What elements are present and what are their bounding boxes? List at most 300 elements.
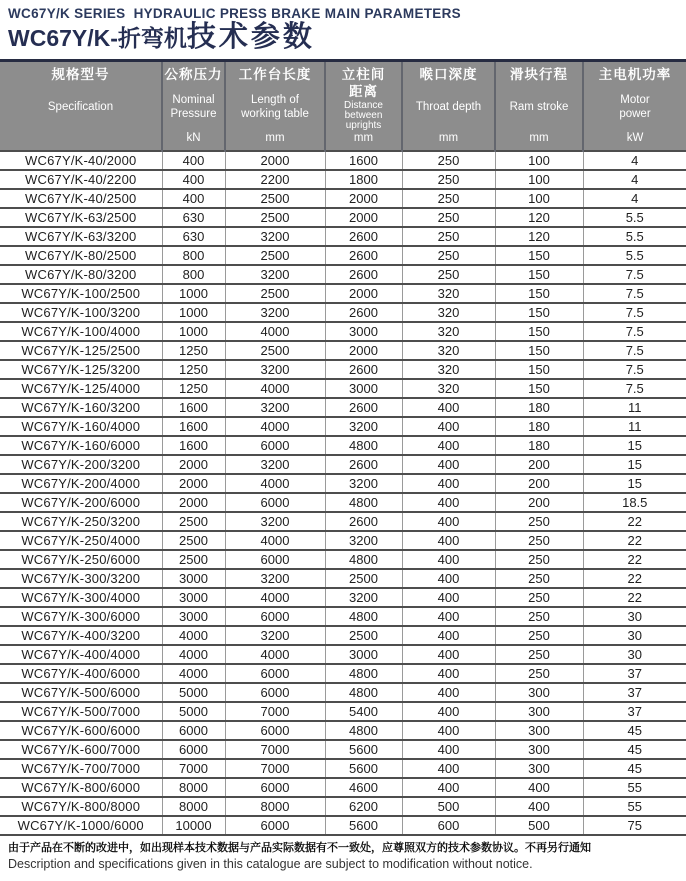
parameters-table-header bbox=[0, 60, 686, 151]
value-cell: 5400 bbox=[325, 702, 402, 721]
value-cell: 320 bbox=[402, 303, 495, 322]
value-cell: 45 bbox=[583, 759, 686, 778]
value-cell: 400 bbox=[402, 569, 495, 588]
value-cell: 6000 bbox=[225, 607, 325, 626]
value-cell: 6000 bbox=[162, 740, 225, 759]
value-cell: 2500 bbox=[162, 512, 225, 531]
value-cell: 1000 bbox=[162, 322, 225, 341]
value-cell: 3200 bbox=[225, 360, 325, 379]
value-cell: 3000 bbox=[162, 607, 225, 626]
table-row bbox=[0, 303, 686, 322]
value-cell: 7000 bbox=[225, 759, 325, 778]
value-cell: 22 bbox=[583, 531, 686, 550]
table-row bbox=[0, 778, 686, 797]
value-cell: 150 bbox=[495, 246, 583, 265]
value-cell: 800 bbox=[162, 246, 225, 265]
value-cell: 100 bbox=[495, 170, 583, 189]
table-row bbox=[0, 379, 686, 398]
value-cell: 400 bbox=[402, 702, 495, 721]
value-cell: 5.5 bbox=[583, 246, 686, 265]
value-cell: 7.5 bbox=[583, 284, 686, 303]
value-cell: 5.5 bbox=[583, 208, 686, 227]
spec-cell: WC67Y/K-800/8000 bbox=[0, 797, 162, 816]
spec-cell: WC67Y/K-300/3200 bbox=[0, 569, 162, 588]
value-cell: 250 bbox=[402, 265, 495, 284]
spec-cell: WC67Y/K-800/6000 bbox=[0, 778, 162, 797]
value-cell: 3200 bbox=[225, 398, 325, 417]
value-cell: 400 bbox=[402, 550, 495, 569]
spec-cell: WC67Y/K-500/7000 bbox=[0, 702, 162, 721]
spec-cell: WC67Y/K-40/2000 bbox=[0, 151, 162, 170]
value-cell: 2500 bbox=[162, 531, 225, 550]
value-cell: 4600 bbox=[325, 778, 402, 797]
value-cell: 7000 bbox=[162, 759, 225, 778]
value-cell: 4 bbox=[583, 170, 686, 189]
series-title-cn bbox=[0, 21, 686, 59]
spec-cell: WC67Y/K-100/2500 bbox=[0, 284, 162, 303]
table-row bbox=[0, 664, 686, 683]
value-cell: 2500 bbox=[225, 341, 325, 360]
value-cell: 6000 bbox=[225, 436, 325, 455]
table-row bbox=[0, 455, 686, 474]
value-cell: 37 bbox=[583, 683, 686, 702]
value-cell: 400 bbox=[402, 778, 495, 797]
spec-cell: WC67Y/K-160/6000 bbox=[0, 436, 162, 455]
value-cell: 250 bbox=[495, 512, 583, 531]
table-row bbox=[0, 588, 686, 607]
column-header-en: Ram stroke bbox=[509, 100, 569, 113]
value-cell: 250 bbox=[402, 208, 495, 227]
column-header-en: Distance between uprights bbox=[344, 99, 383, 132]
spec-cell: WC67Y/K-400/4000 bbox=[0, 645, 162, 664]
value-cell: 250 bbox=[402, 227, 495, 246]
value-cell: 400 bbox=[402, 398, 495, 417]
value-cell: 45 bbox=[583, 740, 686, 759]
value-cell: 7.5 bbox=[583, 265, 686, 284]
value-cell: 2500 bbox=[225, 189, 325, 208]
value-cell: 4000 bbox=[162, 645, 225, 664]
column-header bbox=[402, 60, 495, 151]
spec-cell: WC67Y/K-700/7000 bbox=[0, 759, 162, 778]
value-cell: 30 bbox=[583, 607, 686, 626]
value-cell: 400 bbox=[402, 474, 495, 493]
value-cell: 2000 bbox=[162, 455, 225, 474]
table-row bbox=[0, 569, 686, 588]
table-row bbox=[0, 417, 686, 436]
value-cell: 4800 bbox=[325, 664, 402, 683]
table-row bbox=[0, 626, 686, 645]
value-cell: 1250 bbox=[162, 341, 225, 360]
value-cell: 22 bbox=[583, 569, 686, 588]
spec-cell: WC67Y/K-100/4000 bbox=[0, 322, 162, 341]
value-cell: 400 bbox=[402, 531, 495, 550]
value-cell: 30 bbox=[583, 645, 686, 664]
value-cell: 22 bbox=[583, 550, 686, 569]
column-header bbox=[162, 60, 225, 151]
table-row bbox=[0, 645, 686, 664]
table-row bbox=[0, 151, 686, 170]
column-header-unit: mm bbox=[265, 131, 285, 144]
spec-cell: WC67Y/K-600/7000 bbox=[0, 740, 162, 759]
value-cell: 4000 bbox=[162, 626, 225, 645]
value-cell: 320 bbox=[402, 341, 495, 360]
table-row bbox=[0, 170, 686, 189]
value-cell: 7000 bbox=[225, 740, 325, 759]
spec-cell: WC67Y/K-400/3200 bbox=[0, 626, 162, 645]
value-cell: 2600 bbox=[325, 227, 402, 246]
column-header-en: Throat depth bbox=[415, 100, 482, 113]
value-cell: 2500 bbox=[325, 569, 402, 588]
value-cell: 4800 bbox=[325, 436, 402, 455]
value-cell: 8000 bbox=[225, 797, 325, 816]
footer-note-cn: 由于产品在不断的改进中，如出现样本技术数据与产品实际数据有不一致处，应尊照双方的技术参数协议。不再另行通知 bbox=[8, 841, 591, 854]
table-row bbox=[0, 360, 686, 379]
table-row bbox=[0, 474, 686, 493]
column-header bbox=[495, 60, 583, 151]
value-cell: 300 bbox=[495, 683, 583, 702]
value-cell: 200 bbox=[495, 455, 583, 474]
table-row bbox=[0, 550, 686, 569]
value-cell: 7.5 bbox=[583, 379, 686, 398]
value-cell: 4000 bbox=[225, 474, 325, 493]
value-cell: 2600 bbox=[325, 360, 402, 379]
value-cell: 2600 bbox=[325, 398, 402, 417]
table-row bbox=[0, 607, 686, 626]
value-cell: 1000 bbox=[162, 303, 225, 322]
spec-cell: WC67Y/K-63/2500 bbox=[0, 208, 162, 227]
value-cell: 400 bbox=[402, 455, 495, 474]
column-header-en: Motor power bbox=[619, 94, 651, 120]
value-cell: 150 bbox=[495, 379, 583, 398]
header-row bbox=[0, 60, 686, 151]
value-cell: 2000 bbox=[162, 493, 225, 512]
spec-cell: WC67Y/K-200/6000 bbox=[0, 493, 162, 512]
value-cell: 2500 bbox=[225, 246, 325, 265]
value-cell: 30 bbox=[583, 626, 686, 645]
value-cell: 250 bbox=[402, 246, 495, 265]
value-cell: 320 bbox=[402, 360, 495, 379]
value-cell: 3000 bbox=[325, 379, 402, 398]
spec-cell: WC67Y/K-250/3200 bbox=[0, 512, 162, 531]
spec-cell: WC67Y/K-100/3200 bbox=[0, 303, 162, 322]
table-row bbox=[0, 721, 686, 740]
parameters-table bbox=[0, 59, 686, 836]
value-cell: 250 bbox=[402, 170, 495, 189]
column-header-en: Length of working table bbox=[241, 94, 309, 120]
spec-cell: WC67Y/K-63/3200 bbox=[0, 227, 162, 246]
value-cell: 180 bbox=[495, 398, 583, 417]
value-cell: 2000 bbox=[162, 474, 225, 493]
value-cell: 4800 bbox=[325, 607, 402, 626]
value-cell: 10000 bbox=[162, 816, 225, 835]
value-cell: 2500 bbox=[325, 626, 402, 645]
value-cell: 400 bbox=[402, 740, 495, 759]
value-cell: 4800 bbox=[325, 493, 402, 512]
value-cell: 8000 bbox=[162, 778, 225, 797]
column-header-cn: 工作台长度 bbox=[238, 66, 312, 82]
value-cell: 300 bbox=[495, 721, 583, 740]
value-cell: 2600 bbox=[325, 265, 402, 284]
spec-cell: WC67Y/K-500/6000 bbox=[0, 683, 162, 702]
column-header-cn: 滑块行程 bbox=[510, 66, 568, 82]
value-cell: 2000 bbox=[325, 341, 402, 360]
value-cell: 4800 bbox=[325, 683, 402, 702]
value-cell: 2500 bbox=[162, 550, 225, 569]
value-cell: 250 bbox=[495, 569, 583, 588]
column-header bbox=[225, 60, 325, 151]
table-row bbox=[0, 208, 686, 227]
value-cell: 150 bbox=[495, 360, 583, 379]
spec-cell: WC67Y/K-250/6000 bbox=[0, 550, 162, 569]
value-cell: 6000 bbox=[162, 721, 225, 740]
value-cell: 400 bbox=[402, 645, 495, 664]
value-cell: 150 bbox=[495, 322, 583, 341]
column-header-en: Specification bbox=[47, 100, 114, 113]
value-cell: 6000 bbox=[225, 493, 325, 512]
value-cell: 120 bbox=[495, 208, 583, 227]
value-cell: 6000 bbox=[225, 816, 325, 835]
value-cell: 15 bbox=[583, 474, 686, 493]
value-cell: 2600 bbox=[325, 512, 402, 531]
value-cell: 3200 bbox=[325, 474, 402, 493]
value-cell: 18.5 bbox=[583, 493, 686, 512]
footer-note-en: Description and specifications given in this catalogue are subject to modification without notice. bbox=[8, 857, 533, 872]
spec-cell: WC67Y/K-300/4000 bbox=[0, 588, 162, 607]
value-cell: 4000 bbox=[225, 417, 325, 436]
value-cell: 400 bbox=[402, 436, 495, 455]
table-row bbox=[0, 398, 686, 417]
value-cell: 4 bbox=[583, 151, 686, 170]
table-row bbox=[0, 759, 686, 778]
value-cell: 400 bbox=[402, 721, 495, 740]
value-cell: 4000 bbox=[225, 588, 325, 607]
spec-cell: WC67Y/K-200/4000 bbox=[0, 474, 162, 493]
value-cell: 55 bbox=[583, 778, 686, 797]
spec-cell: WC67Y/K-80/3200 bbox=[0, 265, 162, 284]
value-cell: 800 bbox=[162, 265, 225, 284]
value-cell: 400 bbox=[402, 759, 495, 778]
value-cell: 600 bbox=[402, 816, 495, 835]
value-cell: 6000 bbox=[225, 664, 325, 683]
value-cell: 22 bbox=[583, 512, 686, 531]
column-header-unit: kN bbox=[186, 131, 201, 144]
column-header-unit: mm bbox=[438, 131, 459, 144]
value-cell: 2600 bbox=[325, 303, 402, 322]
value-cell: 5600 bbox=[325, 740, 402, 759]
spec-cell: WC67Y/K-80/2500 bbox=[0, 246, 162, 265]
value-cell: 1600 bbox=[162, 398, 225, 417]
series-model-text: WC67Y/K-折弯机 bbox=[8, 25, 187, 51]
column-header-cn: 立柱间 距离 bbox=[341, 66, 386, 99]
value-cell: 3200 bbox=[225, 265, 325, 284]
value-cell: 400 bbox=[402, 683, 495, 702]
table-row bbox=[0, 246, 686, 265]
value-cell: 1600 bbox=[162, 436, 225, 455]
value-cell: 100 bbox=[495, 189, 583, 208]
value-cell: 400 bbox=[402, 588, 495, 607]
value-cell: 320 bbox=[402, 379, 495, 398]
spec-cell: WC67Y/K-300/6000 bbox=[0, 607, 162, 626]
table-row bbox=[0, 284, 686, 303]
value-cell: 400 bbox=[495, 797, 583, 816]
table-row bbox=[0, 265, 686, 284]
column-header bbox=[583, 60, 686, 151]
value-cell: 7.5 bbox=[583, 341, 686, 360]
value-cell: 2200 bbox=[225, 170, 325, 189]
value-cell: 250 bbox=[495, 626, 583, 645]
value-cell: 15 bbox=[583, 436, 686, 455]
value-cell: 45 bbox=[583, 721, 686, 740]
value-cell: 4000 bbox=[225, 645, 325, 664]
value-cell: 150 bbox=[495, 303, 583, 322]
value-cell: 400 bbox=[402, 512, 495, 531]
value-cell: 4000 bbox=[225, 531, 325, 550]
value-cell: 180 bbox=[495, 436, 583, 455]
value-cell: 400 bbox=[402, 417, 495, 436]
table-row bbox=[0, 512, 686, 531]
value-cell: 5000 bbox=[162, 683, 225, 702]
value-cell: 400 bbox=[402, 626, 495, 645]
value-cell: 3200 bbox=[325, 531, 402, 550]
value-cell: 120 bbox=[495, 227, 583, 246]
value-cell: 500 bbox=[402, 797, 495, 816]
series-title-en: WC67Y/K SERIES HYDRAULIC PRESS BRAKE MAIN PARAMETERS bbox=[8, 6, 461, 21]
value-cell: 250 bbox=[495, 607, 583, 626]
value-cell: 630 bbox=[162, 227, 225, 246]
parameters-table-body bbox=[0, 151, 686, 835]
value-cell: 1600 bbox=[325, 151, 402, 170]
value-cell: 2000 bbox=[325, 284, 402, 303]
value-cell: 200 bbox=[495, 474, 583, 493]
value-cell: 75 bbox=[583, 816, 686, 835]
value-cell: 300 bbox=[495, 740, 583, 759]
table-row bbox=[0, 189, 686, 208]
column-header-unit: kW bbox=[626, 131, 644, 144]
value-cell: 6200 bbox=[325, 797, 402, 816]
value-cell: 5600 bbox=[325, 759, 402, 778]
value-cell: 3200 bbox=[225, 512, 325, 531]
value-cell: 180 bbox=[495, 417, 583, 436]
value-cell: 15 bbox=[583, 455, 686, 474]
value-cell: 2600 bbox=[325, 246, 402, 265]
value-cell: 500 bbox=[495, 816, 583, 835]
value-cell: 400 bbox=[495, 778, 583, 797]
value-cell: 2000 bbox=[225, 151, 325, 170]
table-row bbox=[0, 816, 686, 835]
value-cell: 150 bbox=[495, 284, 583, 303]
column-header-cn: 主电机功率 bbox=[598, 66, 672, 82]
value-cell: 7.5 bbox=[583, 360, 686, 379]
value-cell: 2000 bbox=[325, 208, 402, 227]
table-row bbox=[0, 227, 686, 246]
value-cell: 7000 bbox=[225, 702, 325, 721]
table-row bbox=[0, 683, 686, 702]
value-cell: 22 bbox=[583, 588, 686, 607]
value-cell: 3000 bbox=[162, 588, 225, 607]
value-cell: 3200 bbox=[225, 626, 325, 645]
column-header bbox=[0, 60, 162, 151]
value-cell: 3200 bbox=[325, 588, 402, 607]
value-cell: 7.5 bbox=[583, 322, 686, 341]
spec-cell: WC67Y/K-125/3200 bbox=[0, 360, 162, 379]
value-cell: 3200 bbox=[225, 569, 325, 588]
column-header-unit: mm bbox=[353, 131, 374, 144]
value-cell: 37 bbox=[583, 702, 686, 721]
value-cell: 37 bbox=[583, 664, 686, 683]
value-cell: 4000 bbox=[162, 664, 225, 683]
value-cell: 5600 bbox=[325, 816, 402, 835]
value-cell: 300 bbox=[495, 702, 583, 721]
value-cell: 1800 bbox=[325, 170, 402, 189]
value-cell: 3000 bbox=[325, 322, 402, 341]
spec-cell: WC67Y/K-1000/6000 bbox=[0, 816, 162, 835]
table-row bbox=[0, 341, 686, 360]
value-cell: 3000 bbox=[325, 645, 402, 664]
value-cell: 150 bbox=[495, 265, 583, 284]
value-cell: 400 bbox=[162, 151, 225, 170]
footer-notes bbox=[0, 836, 686, 881]
value-cell: 7.5 bbox=[583, 303, 686, 322]
table-row bbox=[0, 797, 686, 816]
value-cell: 3200 bbox=[325, 417, 402, 436]
column-header-unit: mm bbox=[529, 131, 549, 144]
value-cell: 320 bbox=[402, 284, 495, 303]
value-cell: 3000 bbox=[162, 569, 225, 588]
value-cell: 320 bbox=[402, 322, 495, 341]
column-header-cn: 公称压力 bbox=[164, 66, 223, 82]
value-cell: 11 bbox=[583, 398, 686, 417]
value-cell: 250 bbox=[402, 151, 495, 170]
value-cell: 400 bbox=[402, 493, 495, 512]
spec-cell: WC67Y/K-600/6000 bbox=[0, 721, 162, 740]
table-row bbox=[0, 740, 686, 759]
column-header-cn: 规格型号 bbox=[51, 66, 110, 82]
value-cell: 4800 bbox=[325, 550, 402, 569]
value-cell: 5.5 bbox=[583, 227, 686, 246]
value-cell: 400 bbox=[162, 170, 225, 189]
value-cell: 4000 bbox=[225, 379, 325, 398]
value-cell: 100 bbox=[495, 151, 583, 170]
column-header bbox=[325, 60, 402, 151]
column-header-en: Nominal Pressure bbox=[170, 94, 217, 120]
value-cell: 1600 bbox=[162, 417, 225, 436]
value-cell: 55 bbox=[583, 797, 686, 816]
value-cell: 3200 bbox=[225, 227, 325, 246]
value-cell: 11 bbox=[583, 417, 686, 436]
spec-cell: WC67Y/K-200/3200 bbox=[0, 455, 162, 474]
value-cell: 2500 bbox=[225, 284, 325, 303]
value-cell: 200 bbox=[495, 493, 583, 512]
value-cell: 2500 bbox=[225, 208, 325, 227]
value-cell: 4000 bbox=[225, 322, 325, 341]
value-cell: 630 bbox=[162, 208, 225, 227]
value-cell: 400 bbox=[402, 607, 495, 626]
value-cell: 250 bbox=[495, 588, 583, 607]
value-cell: 8000 bbox=[162, 797, 225, 816]
value-cell: 250 bbox=[495, 645, 583, 664]
value-cell: 250 bbox=[495, 550, 583, 569]
value-cell: 6000 bbox=[225, 721, 325, 740]
value-cell: 5000 bbox=[162, 702, 225, 721]
value-cell: 3200 bbox=[225, 303, 325, 322]
value-cell: 4800 bbox=[325, 721, 402, 740]
column-header-cn: 喉口深度 bbox=[419, 66, 478, 82]
spec-cell: WC67Y/K-160/3200 bbox=[0, 398, 162, 417]
value-cell: 4 bbox=[583, 189, 686, 208]
value-cell: 3200 bbox=[225, 455, 325, 474]
value-cell: 250 bbox=[402, 189, 495, 208]
table-row bbox=[0, 322, 686, 341]
